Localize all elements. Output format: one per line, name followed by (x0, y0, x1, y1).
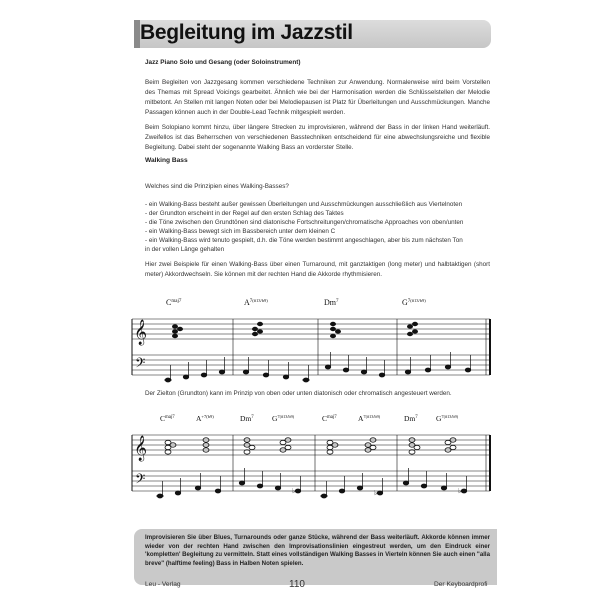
score-example-1 (120, 293, 500, 385)
flat-icon: ♭ (374, 489, 378, 497)
chord-symbol: Dm$^7$ (404, 414, 418, 423)
chromatic-paragraph: Der Zielton (Grundton) kann im Prinzip von oben oder unten diatonisch oder chromatisch angesteuert werden. (145, 390, 452, 397)
bass-clef-icon: 𝄢 (135, 471, 146, 490)
flat-icon: ♭ (458, 487, 462, 495)
principle-item: - ein Walking-Bass wird tenuto gespielt, d.h. die Töne werden bestimmt angeschlagen, aber bis zum nächsten Ton (145, 237, 463, 244)
principle-item: - der Grundton erscheint in der Regel auf den ersten Schlag des Taktes (145, 210, 344, 217)
page-title: Begleitung im Jazzstil (140, 21, 353, 44)
bass-clef-icon: 𝄢 (135, 355, 146, 374)
principle-item: - die Töne zwischen den Grundtönen sind diatonische Fortschreitungen/chromatische Approaches von oben/unten (145, 219, 464, 226)
treble-clef-icon: 𝄞 (134, 436, 148, 461)
page-number: 110 (289, 579, 305, 590)
score-example-2 (120, 409, 500, 501)
chord-symbol: $A^7(\#13/b9)$ (358, 414, 381, 423)
intro-paragraph-2: Beim Solopiano kommt hinzu, über längere Strecken zu improvisieren, während der Bass in der linken Hand weiterläuft. Zweifellos ist das Beherrschen von verschiedenen Basstechniken entscheidend für eine abwechslungsreiche und flexible Begleitung. Dabei steht der sogenannte Walking Bass an vorderster Stelle. (145, 124, 490, 151)
section-subtitle: Jazz Piano Solo und Gesang (oder Soloinstrument) (145, 59, 301, 66)
walking-bass-notes (156, 468, 467, 498)
principle-item: - ein Walking-Bass bewegt sich im Bassbereich unter dem kleinen C (145, 228, 336, 235)
principles-question: Welches sind die Prinzipien eines Walking-Basses? (145, 183, 289, 190)
chord-symbol: $C^{maj}7$ (160, 414, 175, 423)
footer-book-title: Der Keyboardprofi (434, 581, 488, 588)
treble-clef-icon: 𝄞 (134, 320, 148, 345)
chord-symbol: Dm$^7$ (324, 298, 339, 307)
flat-icon: ♭ (292, 487, 296, 495)
chord-symbol: $G^7(\#13/b9)$ (272, 414, 295, 423)
principle-item: in der vollen Länge gehalten (145, 246, 225, 253)
walking-bass-notes (164, 352, 471, 382)
example-paragraph: Hier zwei Beispiele für einen Walking-Bass über einen Turnaround, mit ganztaktigen (long meter) und halbtaktigen (short meter) Akkordwechseln. Sie können mit der rechten Hand die Akkorde rhythmisieren. (145, 261, 490, 278)
principle-item: - ein Walking-Bass besteht außer gewissen Überleitungen und Ausschmückungen ausschließlich aus Viertelnoten (145, 201, 463, 208)
chord-symbol: $G^7(\#13/b9)$ (402, 298, 426, 307)
chord-symbol: $G^7(\#13/b9)$ (436, 414, 459, 423)
chord-symbol: $A^7(\#13/b9)$ (244, 298, 268, 307)
chord-symbol: Dm$^7$ (240, 414, 254, 423)
footer-publisher: Leu - Verlag (145, 581, 181, 588)
tip-text: Improvisieren Sie über Blues, Turnarounds oder ganze Stücke, während der Bass weiterläuft. Akkorde können immer wieder von der rechten Hand zwischen den Improvisationslinien eingestreut werden, um den Eindruck einer 'kompletten' Begleitung zu vermitteln. Statt eines vollständigen Walking Basses in Vierteln können Sie auch einen "alla breve" (halftime feeling) Bass in Halben Noten spielen. (145, 534, 490, 567)
chord-symbol: $A^{+7}(b9)$ (196, 414, 214, 423)
intro-paragraph-1: Beim Begleiten von Jazzgesang kommen verschiedene Techniken zur Anwendung. Normalerweise wird beim Vorstellen des Themas mit Spread Voicings gearbeitet. Ähnlich wie bei der Harmonisation werden die Schlüsselstellen der Melodie mitbetont. An Stellen mit langen Noten oder bei Melodiepausen ist Platz für Überleitungen und Ausschmückungen. Manche Passagen können auch in der Double-Lead Technik mitgespielt werden. (145, 79, 490, 116)
chord-symbol: $C^{maj}7$ (166, 298, 182, 307)
chord-symbol: $C^{maj}7$ (322, 414, 337, 423)
walking-bass-heading: Walking Bass (145, 157, 188, 164)
